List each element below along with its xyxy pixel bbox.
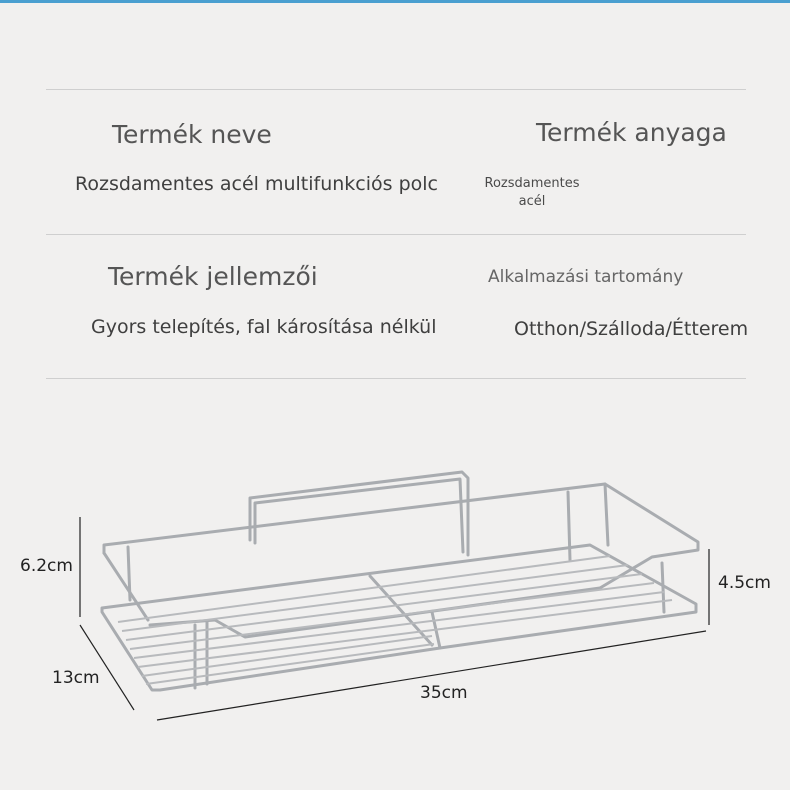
product-features-label: Termék jellemzői: [108, 262, 318, 291]
application-scope-label: Alkalmazási tartomány: [488, 267, 684, 287]
product-material-label: Termék anyaga: [536, 118, 727, 147]
product-features-value: Gyors telepítés, fal károsítása nélkül: [91, 316, 437, 338]
dimension-depth: 13cm: [52, 668, 100, 688]
material-value-line1: Rozsdamentes: [484, 176, 580, 191]
product-name-label: Termék neve: [112, 120, 272, 149]
dimension-front-height: 4.5cm: [718, 573, 771, 593]
product-name-value: Rozsdamentes acél multifunkciós polc: [75, 173, 438, 195]
dimension-back-height: 6.2cm: [20, 556, 73, 576]
application-scope-value: Otthon/Szálloda/Étterem: [514, 318, 749, 340]
dimension-width: 35cm: [420, 683, 468, 703]
material-value-line2: acél: [518, 194, 546, 209]
